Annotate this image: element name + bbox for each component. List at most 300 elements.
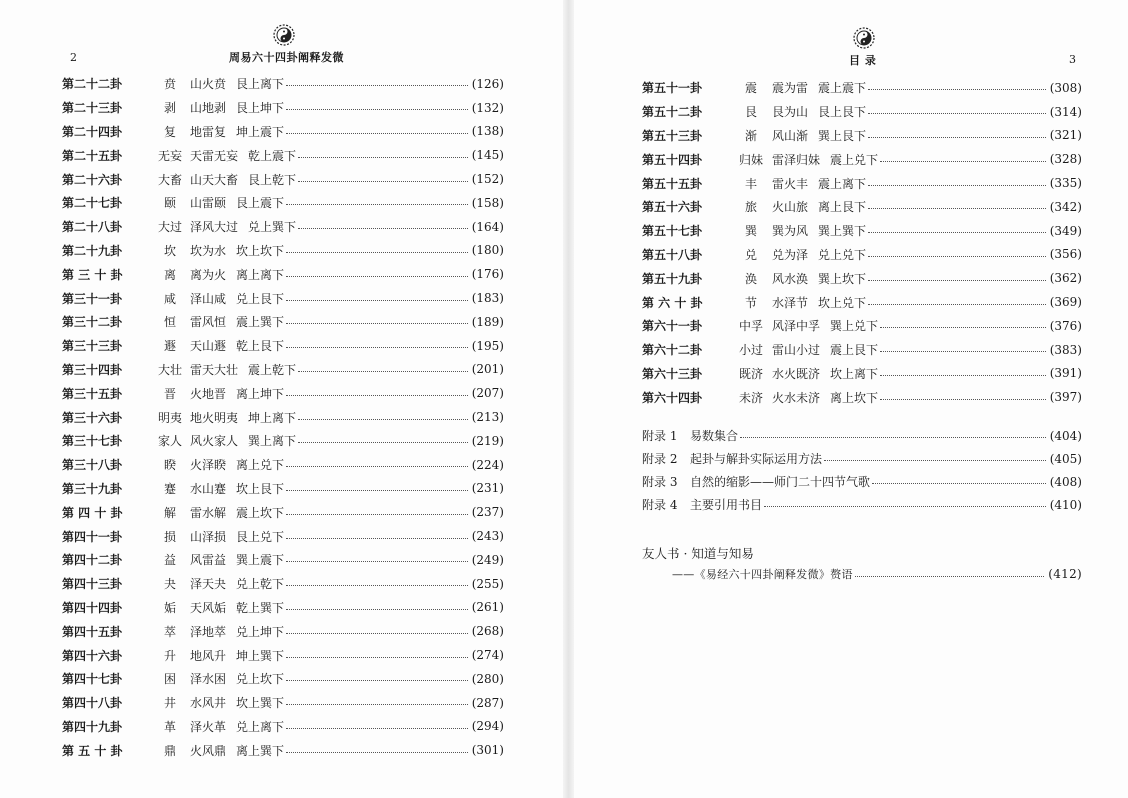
dot-leader xyxy=(740,437,1046,438)
entry-trigrams: 震上巽下 xyxy=(236,315,285,330)
entry-number: 第五十六卦 xyxy=(642,200,703,215)
dot-leader xyxy=(286,395,468,396)
entry-name: 遯 xyxy=(163,339,176,354)
entry-page: (321) xyxy=(1049,128,1082,143)
toc-entry[interactable] xyxy=(62,619,504,643)
entry-page: (314) xyxy=(1049,104,1082,119)
appendix-entry[interactable] xyxy=(642,424,1082,447)
entry-name: 咸 xyxy=(163,291,176,306)
entry-trigrams: 艮上兑下 xyxy=(236,529,285,544)
entry-number: 第六十三卦 xyxy=(642,366,703,381)
entry-page: (280) xyxy=(471,671,504,686)
entry-page: (213) xyxy=(471,410,504,425)
dot-leader xyxy=(286,609,468,610)
entry-trigrams: 艮上震下 xyxy=(236,196,285,211)
entry-name: 小过 xyxy=(738,343,763,358)
entry-name: 大壮 xyxy=(157,362,182,377)
entry-full-name: 巽为风 xyxy=(772,224,809,239)
toc-entry[interactable] xyxy=(62,429,504,453)
dot-leader xyxy=(298,181,468,182)
entry-full-name: 天山遯 xyxy=(190,339,227,354)
entry-full-name: 火风鼎 xyxy=(190,743,227,758)
entry-trigrams: 坤上震下 xyxy=(236,124,285,139)
entry-number: 第二十三卦 xyxy=(62,101,123,116)
entry-name: 颐 xyxy=(163,196,176,211)
entry-number: 第五十二卦 xyxy=(642,105,703,120)
entry-name: 晋 xyxy=(163,386,176,401)
entry-number: 第三十八卦 xyxy=(62,458,123,473)
dot-leader xyxy=(868,89,1046,90)
entry-trigrams: 乾上艮下 xyxy=(236,339,285,354)
entry-number: 第六十一卦 xyxy=(642,319,703,334)
appendix-list xyxy=(642,424,1082,516)
toc-entry[interactable] xyxy=(642,338,1082,362)
entry-full-name: 泽火革 xyxy=(190,719,227,734)
dot-leader xyxy=(286,704,468,705)
dot-leader xyxy=(868,256,1046,257)
entry-name: 巽 xyxy=(744,224,757,239)
toc-entry[interactable] xyxy=(62,453,504,477)
toc-entry[interactable] xyxy=(62,643,504,667)
entry-page: (405) xyxy=(1049,451,1082,466)
toc-entry[interactable] xyxy=(62,334,504,358)
toc-entry[interactable] xyxy=(642,147,1082,171)
toc-entry[interactable] xyxy=(642,195,1082,219)
dot-leader xyxy=(286,538,468,539)
dot-leader xyxy=(286,85,468,86)
dot-leader xyxy=(298,442,468,443)
entry-number: 第三十三卦 xyxy=(62,339,123,354)
entry-number: 第三十二卦 xyxy=(62,315,123,330)
entry-trigrams: 巽上坎下 xyxy=(818,271,867,286)
appendix-title: 主要引用书目 xyxy=(690,498,763,512)
entry-trigrams: 兑上离下 xyxy=(236,719,285,734)
entry-name: 井 xyxy=(163,696,176,711)
entry-name: 涣 xyxy=(744,271,757,286)
dot-leader xyxy=(286,680,468,681)
entry-page: (376) xyxy=(1049,318,1082,333)
entry-full-name: 水泽节 xyxy=(772,295,809,310)
dot-leader xyxy=(868,232,1046,233)
entry-name: 恒 xyxy=(163,315,176,330)
entry-page: (255) xyxy=(471,576,504,591)
toc-entry[interactable] xyxy=(62,596,504,620)
dot-leader xyxy=(868,280,1046,281)
entry-full-name: 水火既济 xyxy=(772,366,821,381)
entry-number: 第四十四卦 xyxy=(62,600,123,615)
dot-leader xyxy=(872,483,1046,484)
entry-full-name: 艮为山 xyxy=(772,105,809,120)
entry-full-name: 雷天大壮 xyxy=(190,362,239,377)
entry-trigrams: 乾上震下 xyxy=(248,148,297,163)
entry-trigrams: 艮上艮下 xyxy=(818,105,867,120)
entry-number: 第 四 十 卦 xyxy=(62,505,123,520)
entry-number: 第五十一卦 xyxy=(642,81,703,96)
entry-page: (410) xyxy=(1049,497,1082,512)
dot-leader xyxy=(880,351,1046,352)
entry-full-name: 山雷颐 xyxy=(190,196,227,211)
toc-entry[interactable] xyxy=(62,500,504,524)
entry-full-name: 水山蹇 xyxy=(190,481,227,496)
entry-name: 益 xyxy=(163,553,176,568)
toc-entry[interactable] xyxy=(642,100,1082,124)
entry-number: 第三十一卦 xyxy=(62,291,123,306)
entry-number: 第四十三卦 xyxy=(62,577,123,592)
entry-number: 第四十一卦 xyxy=(62,529,123,544)
entry-trigrams: 震上艮下 xyxy=(830,343,879,358)
toc-entry[interactable] xyxy=(62,738,504,762)
entry-page: (261) xyxy=(471,600,504,615)
appendix-title: 自然的缩影——师门二十四节气歌 xyxy=(690,475,871,489)
page-number: 2 xyxy=(70,51,77,64)
entry-full-name: 火地晋 xyxy=(190,386,227,401)
entry-name: 夬 xyxy=(163,577,176,592)
entry-full-name: 风雷益 xyxy=(190,553,227,568)
entry-name: 中孚 xyxy=(738,319,763,334)
entry-name: 震 xyxy=(744,81,757,96)
entry-trigrams: 离上坎下 xyxy=(830,390,879,405)
entry-page: (180) xyxy=(471,243,504,258)
entry-page: (243) xyxy=(471,529,504,544)
dot-leader xyxy=(868,185,1046,186)
entry-number: 第四十五卦 xyxy=(62,624,123,639)
entry-trigrams: 坎上坎下 xyxy=(236,243,285,258)
entry-name: 升 xyxy=(163,648,176,663)
entry-page: (383) xyxy=(1049,342,1082,357)
entry-trigrams: 艮上离下 xyxy=(236,77,285,92)
entry-name: 鼎 xyxy=(163,743,176,758)
toc-entry[interactable] xyxy=(62,262,504,286)
entry-page: (207) xyxy=(471,386,504,401)
entry-full-name: 火泽睽 xyxy=(190,458,227,473)
entry-trigrams: 坤上离下 xyxy=(248,410,297,425)
toc-list-left xyxy=(62,72,504,762)
entry-number: 第六十四卦 xyxy=(642,390,703,405)
toc-entry[interactable] xyxy=(62,72,504,96)
entry-name: 节 xyxy=(744,295,757,310)
entry-full-name: 风水涣 xyxy=(772,271,809,286)
taiji-logo-icon xyxy=(853,27,875,49)
entry-trigrams: 离上巽下 xyxy=(236,743,285,758)
dot-leader xyxy=(286,109,468,110)
entry-page: (152) xyxy=(471,172,504,187)
entry-page: (287) xyxy=(471,695,504,710)
entry-trigrams: 巽上艮下 xyxy=(818,128,867,143)
entry-trigrams: 兑上艮下 xyxy=(236,291,285,306)
toc-entry[interactable] xyxy=(642,124,1082,148)
entry-trigrams: 震上坎下 xyxy=(236,505,285,520)
toc-entry[interactable] xyxy=(62,167,504,191)
toc-entry[interactable] xyxy=(62,310,504,334)
entry-name: 艮 xyxy=(744,105,757,120)
appendix-label: 附录 4 xyxy=(642,498,678,512)
entry-page: (391) xyxy=(1049,366,1082,381)
entry-name: 未济 xyxy=(738,390,763,405)
entry-full-name: 雷水解 xyxy=(190,505,227,520)
entry-page: (183) xyxy=(471,291,504,306)
toc-entry[interactable] xyxy=(62,191,504,215)
entry-full-name: 雷风恒 xyxy=(190,315,227,330)
entry-number: 第五十四卦 xyxy=(642,152,703,167)
entry-page: (369) xyxy=(1049,295,1082,310)
entry-full-name: 离为火 xyxy=(190,267,227,282)
entry-page: (356) xyxy=(1049,247,1082,262)
entry-trigrams: 巽上离下 xyxy=(248,434,297,449)
entry-page: (145) xyxy=(471,148,504,163)
entry-full-name: 天风姤 xyxy=(190,600,227,615)
entry-trigrams: 巽上震下 xyxy=(236,553,285,568)
dot-leader xyxy=(855,576,1044,577)
entry-trigrams: 坎上离下 xyxy=(830,366,879,381)
toc-entry[interactable] xyxy=(642,314,1082,338)
entry-name: 剥 xyxy=(163,101,176,116)
entry-page: (189) xyxy=(471,314,504,329)
entry-name: 家人 xyxy=(157,434,182,449)
entry-trigrams: 震上离下 xyxy=(818,176,867,191)
book-gutter xyxy=(563,0,574,798)
entry-trigrams: 兑上坎下 xyxy=(236,672,285,687)
dot-leader xyxy=(298,157,468,158)
toc-entry[interactable] xyxy=(62,715,504,739)
entry-name: 大过 xyxy=(157,220,182,235)
toc-entry[interactable] xyxy=(62,524,504,548)
entry-full-name: 雷山小过 xyxy=(772,343,821,358)
entry-full-name: 地风升 xyxy=(190,648,227,663)
page-number: 3 xyxy=(1069,53,1076,66)
entry-page: (301) xyxy=(471,743,504,758)
entry-trigrams: 巽上巽下 xyxy=(818,224,867,239)
dot-leader xyxy=(880,399,1046,400)
entry-full-name: 水风井 xyxy=(190,696,227,711)
entry-full-name: 山泽损 xyxy=(190,529,227,544)
entry-trigrams: 兑上巽下 xyxy=(248,220,297,235)
toc-entry[interactable] xyxy=(62,667,504,691)
entry-full-name: 震为雷 xyxy=(772,81,809,96)
entry-full-name: 地火明夷 xyxy=(190,410,239,425)
entry-page: (412) xyxy=(1048,567,1082,581)
entry-page: (158) xyxy=(471,195,504,210)
entry-page: (274) xyxy=(471,648,504,663)
toc-entry[interactable] xyxy=(642,219,1082,243)
entry-full-name: 兑为泽 xyxy=(772,247,809,262)
entry-full-name: 风泽中孚 xyxy=(772,319,821,334)
appendix-entry[interactable] xyxy=(642,493,1082,516)
toc-entry[interactable] xyxy=(642,266,1082,290)
dot-leader xyxy=(298,419,468,420)
entry-page: (224) xyxy=(471,457,504,472)
toc-entry[interactable] xyxy=(642,171,1082,195)
entry-name: 无妄 xyxy=(157,148,182,163)
entry-number: 第 六 十 卦 xyxy=(642,295,703,310)
entry-name: 旅 xyxy=(744,200,757,215)
entry-name: 损 xyxy=(163,529,176,544)
taiji-logo-icon xyxy=(273,24,295,46)
entry-name: 姤 xyxy=(163,600,176,615)
dot-leader xyxy=(286,490,468,491)
dot-leader xyxy=(286,585,468,586)
dot-leader xyxy=(286,728,468,729)
dot-leader xyxy=(868,137,1046,138)
entry-page: (195) xyxy=(471,338,504,353)
entry-full-name: 泽风大过 xyxy=(190,220,239,235)
entry-full-name: 火水未济 xyxy=(772,390,821,405)
entry-trigrams: 兑上坤下 xyxy=(236,624,285,639)
entry-number: 第三十七卦 xyxy=(62,434,123,449)
entry-full-name: 风山渐 xyxy=(772,128,809,143)
dot-leader xyxy=(286,752,468,753)
running-title: 周易六十四卦阐释发微 xyxy=(229,51,344,64)
entry-number: 第四十七卦 xyxy=(62,672,123,687)
entry-number: 第三十五卦 xyxy=(62,386,123,401)
entry-page: (397) xyxy=(1049,390,1082,405)
right-page xyxy=(574,0,1128,798)
entry-page: (164) xyxy=(471,219,504,234)
appendix-entry[interactable] xyxy=(642,470,1082,493)
appendix-title: 起卦与解卦实际运用方法 xyxy=(690,452,823,466)
toc-entry[interactable] xyxy=(62,239,504,263)
entry-number: 第五十七卦 xyxy=(642,224,703,239)
toc-entry[interactable] xyxy=(62,548,504,572)
left-page xyxy=(0,0,563,798)
entry-name: 离 xyxy=(163,267,176,282)
toc-entry[interactable] xyxy=(62,358,504,382)
entry-full-name: 雷火丰 xyxy=(772,176,809,191)
dot-leader xyxy=(286,466,468,467)
entry-page: (362) xyxy=(1049,271,1082,286)
toc-entry[interactable] xyxy=(62,405,504,429)
dot-leader xyxy=(286,204,468,205)
appendix-title: 易数集合 xyxy=(690,429,739,443)
entry-number: 第六十二卦 xyxy=(642,343,703,358)
entry-full-name: 风火家人 xyxy=(190,434,239,449)
entry-page: (176) xyxy=(471,267,504,282)
dot-leader xyxy=(880,161,1046,162)
entry-number: 第五十八卦 xyxy=(642,247,703,262)
dot-leader xyxy=(286,657,468,658)
dot-leader xyxy=(868,113,1046,114)
entry-full-name: 地雷复 xyxy=(190,124,227,139)
entry-name: 归妹 xyxy=(738,152,763,167)
dot-leader xyxy=(286,561,468,562)
toc-entry[interactable] xyxy=(62,477,504,501)
appendix-label: 附录 2 xyxy=(642,452,678,466)
toc-entry[interactable] xyxy=(62,143,504,167)
entry-page: (408) xyxy=(1049,474,1082,489)
dot-leader xyxy=(286,514,468,515)
running-title: 目 录 xyxy=(849,54,877,67)
entry-name: 兑 xyxy=(744,247,757,262)
entry-name: 渐 xyxy=(744,128,757,143)
entry-trigrams: 离上坤下 xyxy=(236,386,285,401)
entry-number: 第四十八卦 xyxy=(62,696,123,711)
entry-name: 革 xyxy=(163,719,176,734)
entry-page: (328) xyxy=(1049,152,1082,167)
friend-note-title: 友人书 · 知道与知易 xyxy=(642,546,754,561)
entry-number: 第二十四卦 xyxy=(62,124,123,139)
entry-trigrams: 坎上兑下 xyxy=(818,295,867,310)
toc-entry[interactable] xyxy=(642,385,1082,409)
entry-full-name: 坎为水 xyxy=(190,243,227,258)
appendix-label: 附录 3 xyxy=(642,475,678,489)
dot-leader xyxy=(298,228,468,229)
entry-name: 萃 xyxy=(163,624,176,639)
entry-number: 第二十二卦 xyxy=(62,77,123,92)
entry-number: 第五十三卦 xyxy=(642,128,703,143)
toc-entry[interactable] xyxy=(642,76,1082,100)
dot-leader xyxy=(286,300,468,301)
toc-entry[interactable] xyxy=(62,96,504,120)
entry-page: (132) xyxy=(471,100,504,115)
entry-number: 第二十七卦 xyxy=(62,196,123,211)
entry-number: 第二十九卦 xyxy=(62,243,123,258)
entry-trigrams: 乾上巽下 xyxy=(236,600,285,615)
entry-name: 贲 xyxy=(163,77,176,92)
entry-number: 第二十五卦 xyxy=(62,148,123,163)
entry-page: (349) xyxy=(1049,223,1082,238)
entry-page: (268) xyxy=(471,624,504,639)
toc-entry[interactable] xyxy=(62,691,504,715)
entry-trigrams: 兑上乾下 xyxy=(236,577,285,592)
entry-name: 大畜 xyxy=(157,172,182,187)
entry-number: 第五十五卦 xyxy=(642,176,703,191)
entry-trigrams: 艮上乾下 xyxy=(248,172,297,187)
toc-entry[interactable] xyxy=(62,572,504,596)
dot-leader xyxy=(298,371,468,372)
toc-entry[interactable] xyxy=(62,215,504,239)
dot-leader xyxy=(868,304,1046,305)
toc-entry[interactable] xyxy=(62,286,504,310)
appendix-label: 附录 1 xyxy=(642,429,678,443)
entry-full-name: 山地剥 xyxy=(190,101,227,116)
entry-name: 丰 xyxy=(744,176,757,191)
entry-trigrams: 坤上巽下 xyxy=(236,648,285,663)
entry-full-name: 山火贲 xyxy=(190,77,227,92)
entry-trigrams: 坎上艮下 xyxy=(236,481,285,496)
dot-leader xyxy=(286,133,468,134)
entry-number: 第三十四卦 xyxy=(62,362,123,377)
toc-entry[interactable] xyxy=(642,362,1082,386)
entry-page: (231) xyxy=(471,481,504,496)
toc-entry[interactable] xyxy=(62,120,504,144)
dot-leader xyxy=(286,633,468,634)
entry-number: 第 三 十 卦 xyxy=(62,267,123,282)
entry-number: 第二十六卦 xyxy=(62,172,123,187)
entry-number: 第三十六卦 xyxy=(62,410,123,425)
entry-number: 第四十九卦 xyxy=(62,719,123,734)
entry-trigrams: 震上震下 xyxy=(818,81,867,96)
entry-name: 明夷 xyxy=(157,410,182,425)
dot-leader xyxy=(764,506,1046,507)
toc-entry[interactable] xyxy=(642,243,1082,267)
entry-number: 第五十九卦 xyxy=(642,271,703,286)
entry-number: 第 五 十 卦 xyxy=(62,743,123,758)
toc-entry[interactable] xyxy=(62,381,504,405)
entry-page: (294) xyxy=(471,719,504,734)
friend-note-entry[interactable] xyxy=(672,566,1082,582)
entry-number: 第四十二卦 xyxy=(62,553,123,568)
toc-entry[interactable] xyxy=(642,290,1082,314)
entry-page: (404) xyxy=(1049,428,1082,443)
friend-note-subtitle: ——《易经六十四卦阐释发微》赘语 xyxy=(672,568,853,581)
entry-page: (126) xyxy=(471,76,504,91)
dot-leader xyxy=(824,460,1046,461)
dot-leader xyxy=(286,252,468,253)
dot-leader xyxy=(286,347,468,348)
entry-number: 第二十八卦 xyxy=(62,220,123,235)
appendix-entry[interactable] xyxy=(642,447,1082,470)
entry-number: 第三十九卦 xyxy=(62,481,123,496)
entry-full-name: 泽天夬 xyxy=(190,577,227,592)
